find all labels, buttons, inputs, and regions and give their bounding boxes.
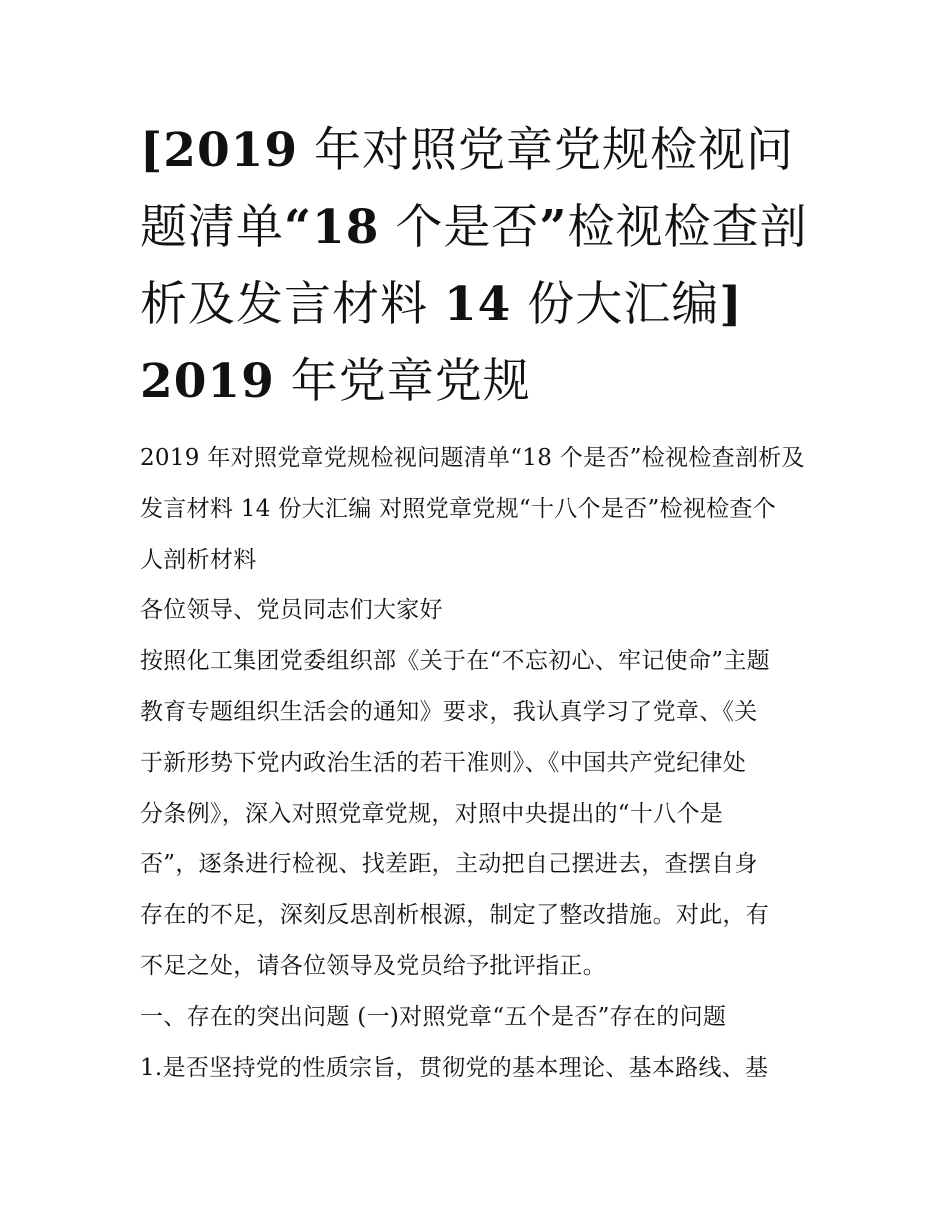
body-line: 存在的不足，深刻反思剖析根源，制定了整改措施。对此，有 — [140, 902, 770, 929]
document-body — [140, 433, 830, 1093]
body-line: 一、存在的突出问题 (一)对照党章“五个是否”存在的问题 — [140, 1003, 727, 1030]
document-title — [140, 112, 830, 420]
body-line: 于新形势下党内政治生活的若干准则》、《中国共产党纪律处 — [140, 749, 747, 776]
title-line: 题清单“18 个是否”检视检查剖 — [140, 200, 808, 255]
body-line: 人剖析材料 — [140, 546, 257, 573]
body-line: 不足之处，请各位领导及党员给予批评指正。 — [140, 952, 606, 979]
body-line: 1.是否坚持党的性质宗旨，贯彻党的基本理论、基本路线、基 — [140, 1054, 769, 1081]
body-line: 2019 年对照党章党规检视问题清单“18 个是否”检视检查剖析及 — [140, 445, 805, 471]
body-line: 否”，逐条进行检视、找差距，主动把自己摆进去，查摆自身 — [140, 851, 758, 878]
body-line: 按照化工集团党委组织部《关于在“不忘初心、牢记使命”主题 — [140, 648, 770, 675]
title-line: 2019 年党章党规 — [140, 354, 531, 409]
body-line: 分条例》，深入对照党章党规，对照中央提出的“十八个是 — [140, 800, 724, 827]
title-line: [2019 年对照党章党规检视问 — [140, 123, 795, 178]
title-line: 析及发言材料 14 份大汇编] — [140, 277, 743, 332]
body-line: 各位领导、党员同志们大家好 — [140, 597, 443, 624]
body-line: 发言材料 14 份大汇编 对照党章党规“十八个是否”检视检查个 — [140, 495, 777, 522]
body-line: 教育专题组织生活会的通知》要求，我认真学习了党章、《关 — [140, 698, 758, 725]
